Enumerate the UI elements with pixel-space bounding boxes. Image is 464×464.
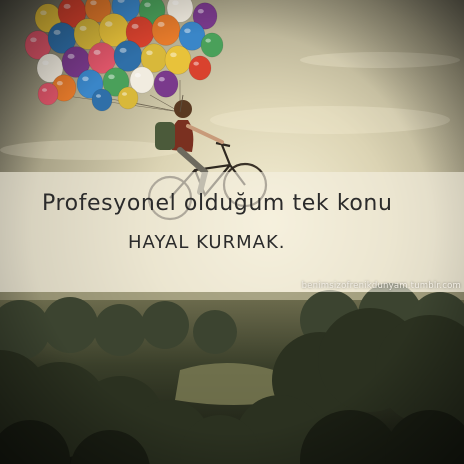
- quote-line-1: Profesyonel olduğum tek konu: [42, 191, 393, 216]
- watermark: benimsizofrenikdunyam.tumblr.com: [301, 281, 461, 291]
- quote-line-2: HAYAL KURMAK.: [128, 232, 286, 253]
